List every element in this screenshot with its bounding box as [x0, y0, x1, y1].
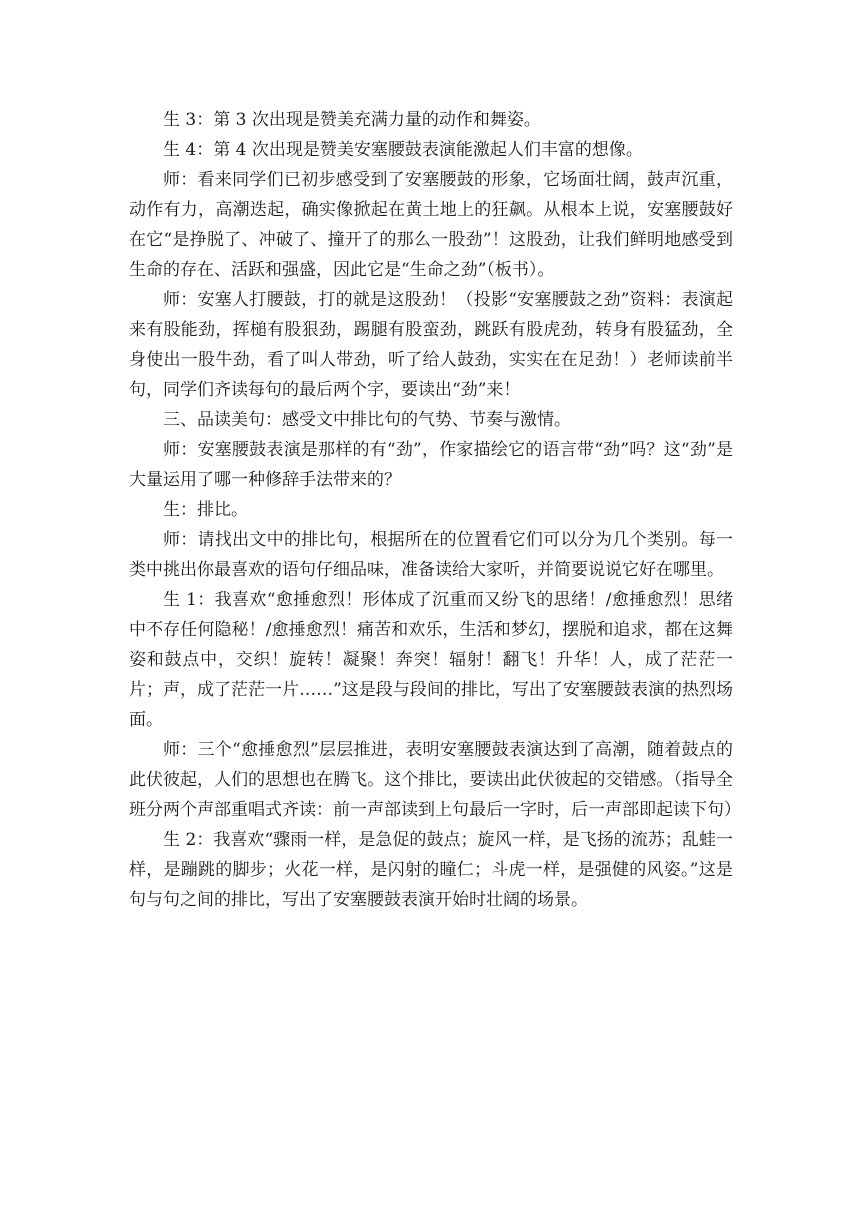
paragraph: 师：三个“愈捶愈烈”层层推进，表明安塞腰鼓表演达到了高潮，随着鼓点的此伏彼起，人们的思想也在腾飞。这个排比，要读出此伏彼起的交错感。（指导全班分两个声部重唱式齐读：前一声部读到上句最后一字时，后一声部即起读下句）	[129, 740, 741, 820]
paragraph: 师：请找出文中的排比句，根据所在的位置看它们可以分为几个类别。每一类中挑出你最喜欢的语句仔细品味，准备读给大家听，并简要说说它好在哪里。	[129, 530, 733, 580]
paragraph: 师：安塞人打腰鼓，打的就是这股劲！（投影“安塞腰鼓之劲”资料：表演起来有股能劲，挥槌有股狠劲，踢腿有股蛮劲，跳跃有股虎劲，转身有股猛劲，全身使出一股牛劲，看了叫人带劲，听了给人鼓劲，实实在在足劲！）老师读前半句，同学们齐读每句的最后两个字，要读出“劲”来！	[129, 290, 733, 400]
paragraph: 生 4：第 4 次出现是赞美安塞腰鼓表演能激起人们丰富的想像。	[163, 140, 643, 160]
paragraph: 生 3：第 3 次出现是赞美充满力量的动作和舞姿。	[163, 110, 541, 130]
section-heading: 三、品读美句：感受文中排比句的气势、节奏与激情。	[163, 410, 571, 430]
document-body	[129, 105, 741, 915]
paragraph: 生：排比。	[163, 500, 248, 520]
paragraph: 师：看来同学们已初步感受到了安塞腰鼓的形象，它场面壮阔，鼓声沉重，动作有力，高潮迭起，确实像掀起在黄土地上的狂飙。从根本上说，安塞腰鼓好在它“是挣脱了、冲破了、撞开了的那么一股劲”！这股劲，让我们鲜明地感受到生命的存在、活跃和强盛，因此它是“生命之劲”（板书）。	[129, 170, 733, 280]
paragraph: 生 1：我喜欢“愈捶愈烈！形体成了沉重而又纷飞的思绪！/愈捶愈烈！思绪中不存任何隐秘！/愈捶愈烈！痛苦和欢乐，生活和梦幻，摆脱和追求，都在这舞姿和鼓点中，交织！旋转！凝聚！奔突！辐射！翻飞！升华！人，成了茫茫一片；声，成了茫茫一片……”这是段与段间的排比，写出了安塞腰鼓表演的热烈场面。	[129, 590, 733, 730]
paragraph: 师：安塞腰鼓表演是那样的有“劲”，作家描绘它的语言带“劲”吗？这“劲”是大量运用了哪一种修辞手法带来的？	[129, 440, 733, 490]
paragraph: 生 2：我喜欢“骤雨一样，是急促的鼓点；旋风一样，是飞扬的流苏；乱蛙一样，是蹦跳的脚步；火花一样，是闪射的瞳仁；斗虎一样，是强健的风姿。”这是句与句之间的排比，写出了安塞腰鼓表演开始时壮阔的场景。	[129, 830, 733, 910]
